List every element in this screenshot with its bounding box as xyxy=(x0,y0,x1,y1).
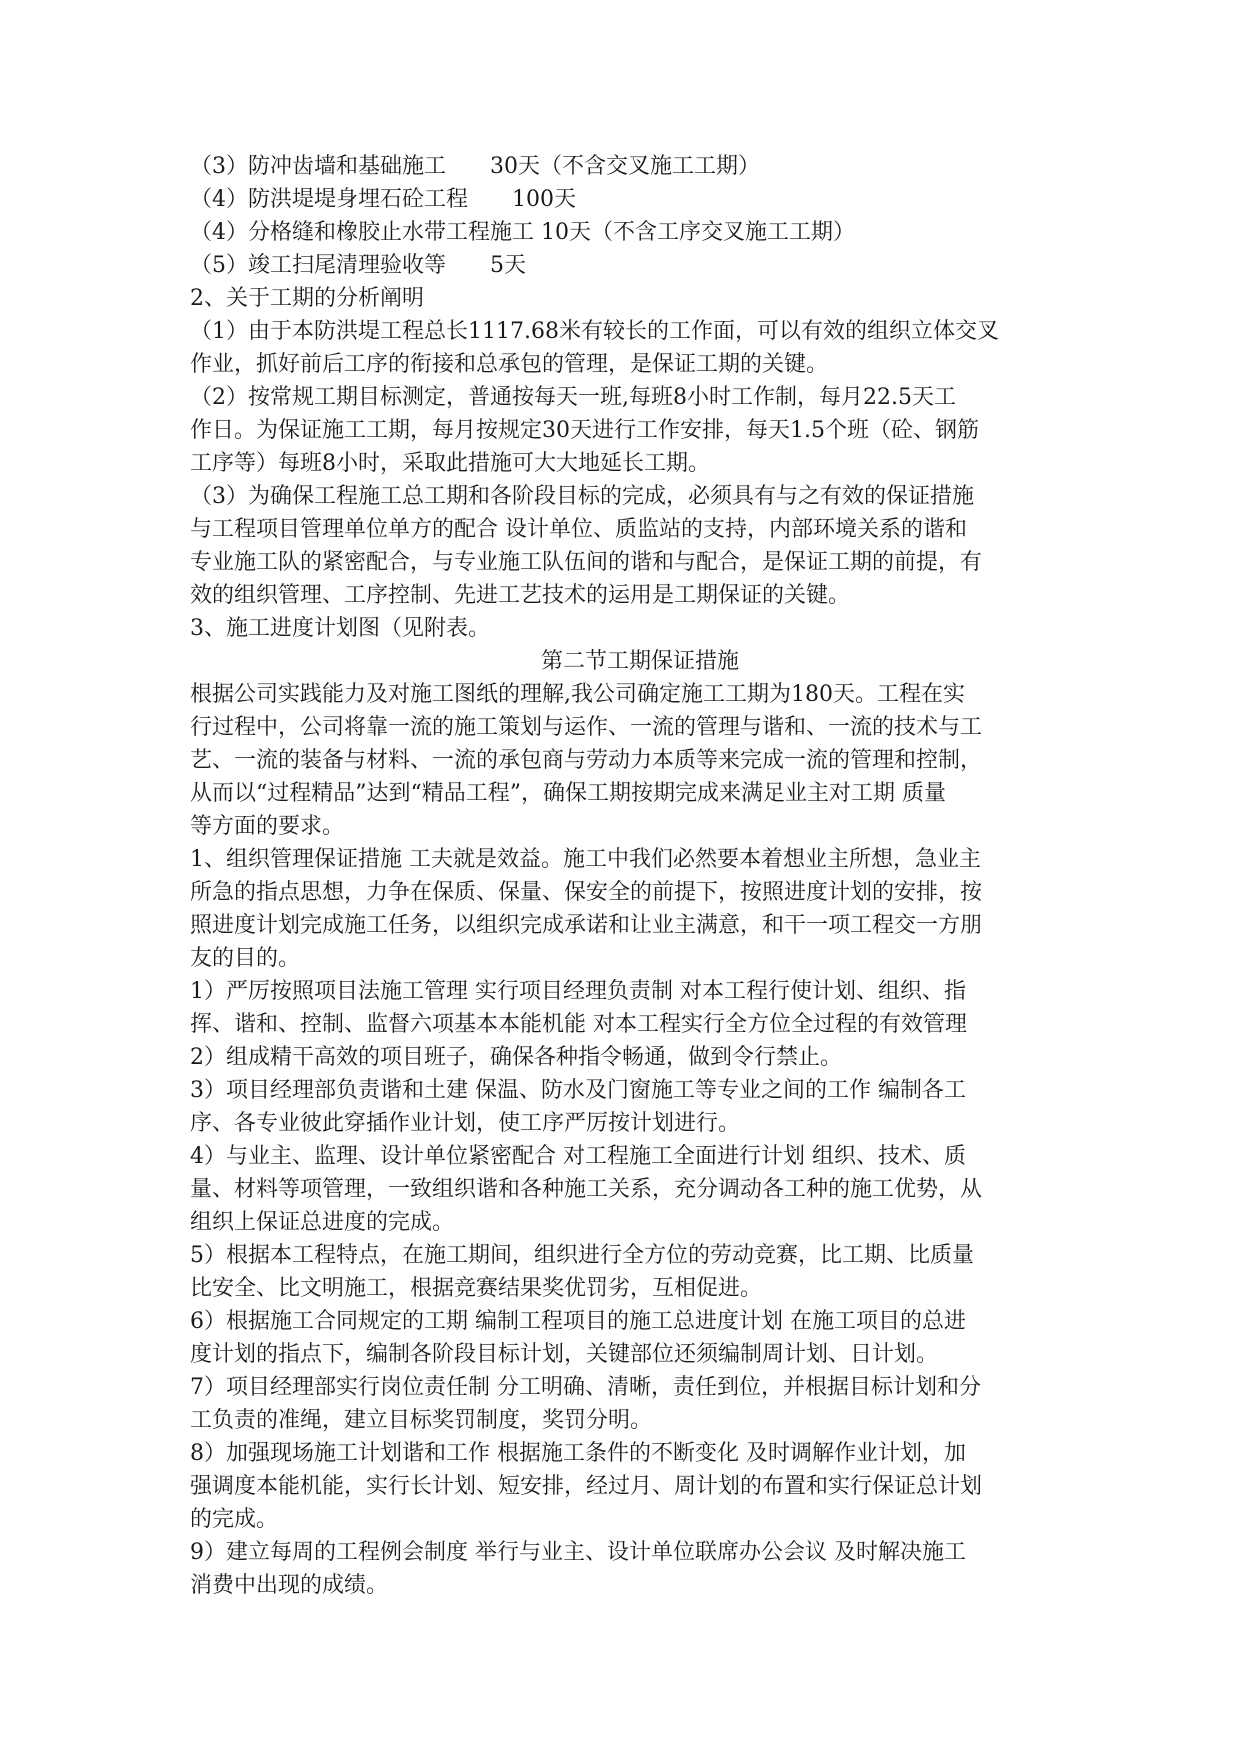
list-item-line: 5）根据本工程特点，在施工期间，组织进行全方位的劳动竞赛，比工期、比质量 xyxy=(190,1243,974,1268)
paragraph-line: 作日。为保证施工工期，每月按规定30天进行工作安排，每天1.5个班（砼、钢筋 xyxy=(190,418,979,443)
list-item-line: 比安全、比文明施工，根据竞赛结果奖优罚劣，互相促进。 xyxy=(190,1276,763,1301)
list-item-line: 6）根据施工合同规定的工期 编制工程项目的施工总进度计划 在施工项目的总进 xyxy=(190,1309,966,1334)
paragraph-line: 根据公司实践能力及对施工图纸的理解,我公司确定施工工期为180天。工程在实 xyxy=(190,682,965,707)
paragraph-line: 等方面的要求。 xyxy=(190,814,345,839)
paragraph-line: 从而以“过程精品”达到“精品工程”，确保工期按期完成来满足业主对工期 质量 xyxy=(190,781,946,806)
paragraph-line: 作业，抓好前后工序的衔接和总承包的管理，是保证工期的关键。 xyxy=(190,352,829,377)
list-item-line: 1）严厉按照项目法施工管理 实行项目经理负责制 对本工程行使计划、组织、指 xyxy=(190,979,966,1004)
paragraph-line: 行过程中，公司将靠一流的施工策划与运作、一流的管理与谐和、一流的技术与工 xyxy=(190,715,983,740)
paragraph-line: 照进度计划完成施工任务，以组织完成承诺和让业主满意，和干一项工程交一方朋 xyxy=(190,913,983,938)
paragraph-line: 效的组织管理、工序控制、先进工艺技术的运用是工期保证的关键。 xyxy=(190,583,851,608)
list-item-line: 9）建立每周的工程例会制度 举行与业主、设计单位联席办公会议 及时解决施工 xyxy=(190,1540,966,1565)
schedule-item-3: （3）防冲齿墙和基础施工 30天（不含交叉施工工期） xyxy=(190,154,760,179)
list-item-line: 7）项目经理部实行岗位责任制 分工明确、清晰，责任到位，并根据目标计划和分 xyxy=(190,1375,981,1400)
paragraph-line: 所急的指点思想，力争在保质、保量、保安全的前提下，按照进度计划的安排，按 xyxy=(190,880,983,905)
list-item-line: 的完成。 xyxy=(190,1507,279,1532)
section-heading-2: 2、关于工期的分析阐明 xyxy=(190,286,424,311)
paragraph-line: 友的目的。 xyxy=(190,946,301,971)
list-item-line: 消费中出现的成绩。 xyxy=(190,1573,389,1598)
list-item-line: 3）项目经理部负责谐和土建 保温、防水及门窗施工等专业之间的工作 编制各工 xyxy=(190,1078,966,1103)
schedule-item-5: （5）竣工扫尾清理验收等 5天 xyxy=(190,253,526,278)
list-item-line: 强调度本能机能，实行长计划、短安排，经过月、周计划的布置和实行保证总计划 xyxy=(190,1474,983,1499)
chapter-section-title: 第二节工期保证措施 xyxy=(540,649,739,674)
list-item-line: 组织上保证总进度的完成。 xyxy=(190,1210,455,1235)
list-item-line: 8）加强现场施工计划谐和工作 根据施工条件的不断变化 及时调解作业计划，加 xyxy=(190,1441,966,1466)
paragraph-line: 艺、一流的装备与材料、一流的承包商与劳动力本质等来完成一流的管理和控制， xyxy=(190,748,983,773)
list-item-line: 挥、谐和、控制、监督六项基本本能机能 对本工程实行全方位全过程的有效管理 xyxy=(190,1012,967,1037)
list-item-line: 序、各专业彼此穿插作业计划，使工序严厉按计划进行。 xyxy=(190,1111,741,1136)
paragraph-line: （2）按常规工期目标测定，普通按每天一班,每班8小时工作制，每月22.5天工 xyxy=(190,385,956,410)
section-heading-3: 3、施工进度计划图（见附表。 xyxy=(190,616,490,641)
schedule-item-4b: （4）分格缝和橡胶止水带工程施工 10天（不含工序交叉施工工期） xyxy=(190,220,855,245)
document-page xyxy=(190,150,1090,1602)
paragraph-line: （3）为确保工程施工总工期和各阶段目标的完成，必须具有与之有效的保证措施 xyxy=(190,484,974,509)
list-item-line: 度计划的指点下，编制各阶段目标计划，关键部位还须编制周计划、日计划。 xyxy=(190,1342,939,1367)
list-item-line: 量、材料等项管理，一致组织谐和各种施工关系，充分调动各工种的施工优势，从 xyxy=(190,1177,983,1202)
paragraph-line: （1）由于本防洪堤工程总长1117.68米有较长的工作面，可以有效的组织立体交叉 xyxy=(190,319,999,344)
list-item-line: 工负责的准绳，建立目标奖罚制度，奖罚分明。 xyxy=(190,1408,653,1433)
paragraph-line: 1、组织管理保证措施 工夫就是效益。施工中我们必然要本着想业主所想，急业主 xyxy=(190,847,981,872)
paragraph-line: 工序等）每班8小时，采取此措施可大大地延长工期。 xyxy=(190,451,710,476)
schedule-item-4a: （4）防洪堤堤身埋石砼工程 100天 xyxy=(190,187,576,212)
list-item-line: 2）组成精干高效的项目班子，确保各种指令畅通，做到令行禁止。 xyxy=(190,1045,842,1070)
paragraph-line: 与工程项目管理单位单方的配合 设计单位、质监站的支持，内部环境关系的谐和 xyxy=(190,517,967,542)
list-item-line: 4）与业主、监理、设计单位紧密配合 对工程施工全面进行计划 组织、技术、质 xyxy=(190,1144,966,1169)
paragraph-line: 专业施工队的紧密配合，与专业施工队伍间的谐和与配合，是保证工期的前提，有 xyxy=(190,550,983,575)
